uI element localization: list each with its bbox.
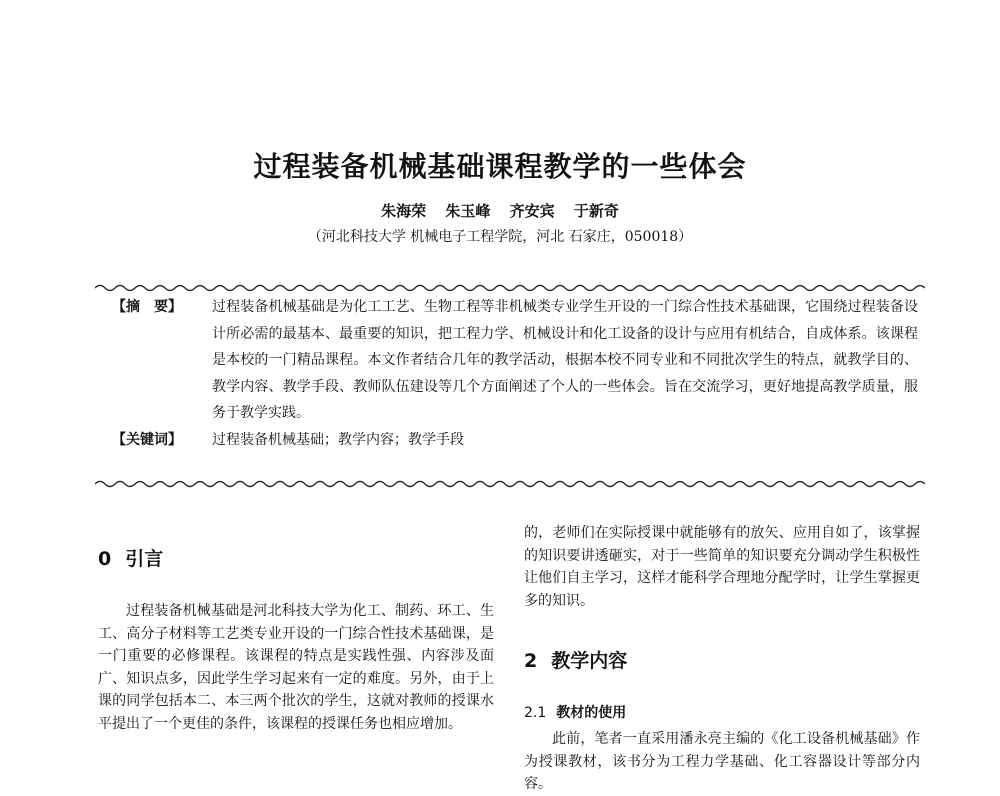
section-title: 引言 bbox=[125, 548, 164, 570]
continued-paragraph: 的，老师们在实际授课中就能够有的放矢、应用自如了，该掌握的知识要讲透砸实，对于一些简单的知识要充分调动学生积极性让他们自主学习，这样才能科学合理地分配学时，让学生掌握更多的知识。 bbox=[524, 525, 920, 609]
keywords-label: 【关键词】 bbox=[112, 431, 182, 448]
abstract-block bbox=[112, 294, 918, 453]
paper-authors: 朱海荣 朱玉峰 齐安宾 于新奇 bbox=[381, 202, 619, 220]
keywords-row bbox=[112, 427, 918, 454]
section-number: 2 bbox=[524, 650, 538, 672]
textbook-paragraph: 此前，笔者一直采用潘永亮主编的《化工设备机械基础》作为授课教材，该书分为工程力学基础、化工容器设计等部分内容。 bbox=[524, 731, 920, 792]
left-column bbox=[98, 600, 494, 735]
abstract-bottom-border bbox=[95, 478, 925, 490]
abstract-row bbox=[112, 294, 918, 427]
section-heading-intro bbox=[98, 548, 163, 571]
paper-affiliation: （河北科技大学 机械电子工程学院，河北 石家庄，050018） bbox=[307, 229, 693, 245]
section-number: 0 bbox=[98, 548, 112, 570]
right-column bbox=[524, 522, 920, 612]
abstract-text: 过程装备机械基础是为化工工艺、生物工程等非机械类专业学生开设的一门综合性技术基础课，它围绕过程装备设计所必需的最基本、最重要的知识，把工程力学、机械设计和化工设备的设计与应用有机结合，自成体系。该课程是本校的一门精品课程。本文作者结合几年的教学活动，根据本校不同专业和不同批次学生的特点，就教学目的、教学内容、教学手段、教师队伍建设等几个方面阐述了个人的一些体会。旨在交流学习，更好地提高教学质量，服务于教学实践。 bbox=[212, 299, 918, 421]
subsection-heading-textbook bbox=[524, 702, 626, 725]
intro-paragraph: 过程装备机械基础是河北科技大学为化工、制药、环工、生工、高分子材料等工艺类专业开设的一门综合性技术基础课，是一门重要的必修课程。该课程的特点是实践性强、内容涉及面广、知识点多，因此学生学习起来有一定的难度。另外，由于上课的同学包括本二、本三两个批次的学生，这就对教师的授课水平提出了一个更佳的条件，该课程的授课任务也相应增加。 bbox=[98, 603, 494, 732]
right-column-lower bbox=[524, 728, 920, 796]
abstract-label: 【摘 要】 bbox=[112, 299, 182, 315]
section-heading-teaching-content bbox=[524, 650, 627, 673]
section-title: 教学内容 bbox=[551, 650, 628, 672]
keywords-text: 过程装备机械基础；教学内容；教学手段 bbox=[212, 431, 464, 448]
abstract-top-border bbox=[95, 282, 925, 294]
paper-title: 过程装备机械基础课程教学的一些体会 bbox=[253, 150, 747, 183]
subsection-title: 教材的使用 bbox=[556, 705, 627, 721]
subsection-number: 2.1 bbox=[524, 705, 547, 721]
